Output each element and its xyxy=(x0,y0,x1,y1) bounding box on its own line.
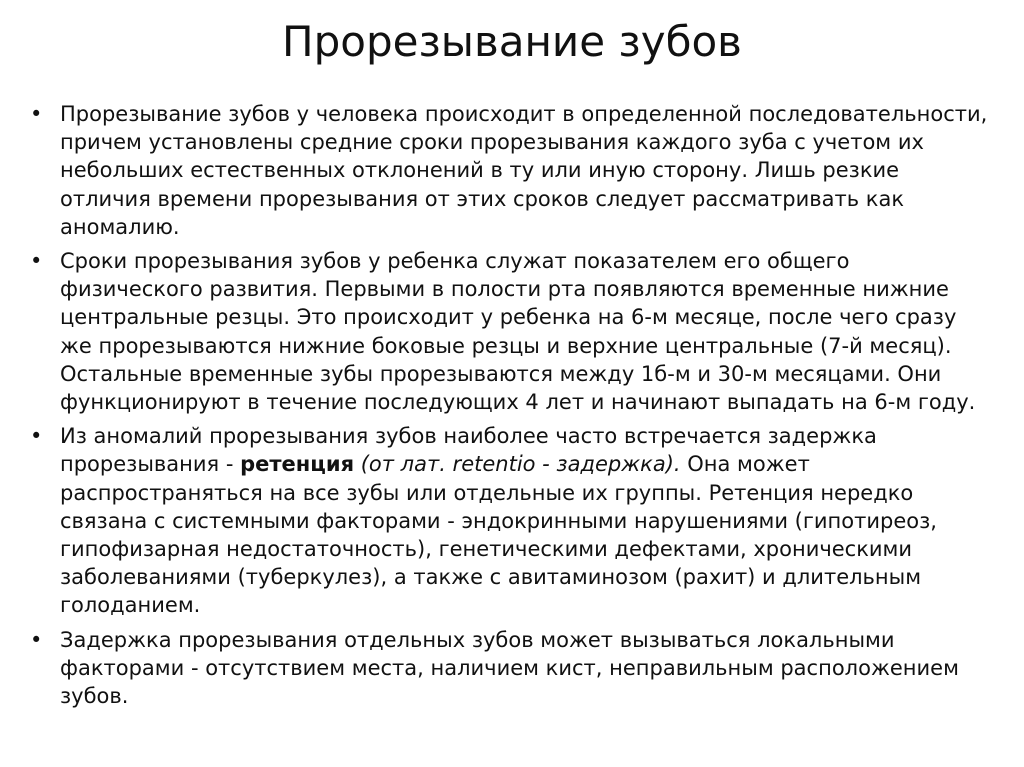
bullet-item-3 xyxy=(30,422,990,619)
bullet-text-1: Прорезывание зубов у человека происходит в определенной последовательности, причем установлены средние сроки прорезывания каждого зуба с учетом их небольших естественных отклонений в ту или иную сторону. Лишь резкие отличия времени прорезывания от этих сроков следует рассматривать как аномалию. xyxy=(60,102,988,239)
bullet-text-3-start: Из аномалий прорезывания зубов наиболее часто встречается задержка прорезывания - xyxy=(60,424,877,477)
bullet-dot: • xyxy=(30,249,43,274)
bullet-text-2: Сроки прорезывания зубов у ребенка служат показателем его общего физического развития. Первыми в полости рта появляются временные нижние центральные резцы. Это происходит у ребенка на 6-м месяце, после чего сразу же прорезываются нижние боковые резцы и верхние центральные (7-й месяц). Остальные временные зубы прорезываются между 1б-м и 30-м месяцами. Они функционируют в течение последующих 4 лет и начинают выпадать на 6-м году. xyxy=(60,249,976,415)
bullet-text-3 xyxy=(60,424,937,617)
latin-etymology: (от лат. retentio - задержка). xyxy=(354,452,681,477)
slide-title: Прорезывание зубов xyxy=(282,17,742,66)
term-retention: ретенция xyxy=(240,452,355,477)
bullet-item-1 xyxy=(30,100,990,241)
bullet-text-4: Задержка прорезывания отдельных зубов может вызываться локальными факторами - отсутствием места, наличием кист, неправильным расположением зубов. xyxy=(60,627,959,709)
bullet-dot: • xyxy=(30,102,43,126)
bullet-list xyxy=(30,100,990,716)
bullet-dot: • xyxy=(30,627,43,652)
bullet-dot: • xyxy=(30,424,43,449)
bullet-text-3-end: Она может распространяться на все зубы или отдельные их группы. Ретенция нередко связана с системными факторами - эндокринными нарушениями (гипотиреоз, гипофизарная недостаточность), генетическими дефектами, хроническими заболеваниями (туберкулез), а также с авитаминозом (рахит) и длительным голоданием. xyxy=(60,452,937,618)
bullet-item-2 xyxy=(30,247,990,416)
bullet-item-4 xyxy=(30,626,990,711)
